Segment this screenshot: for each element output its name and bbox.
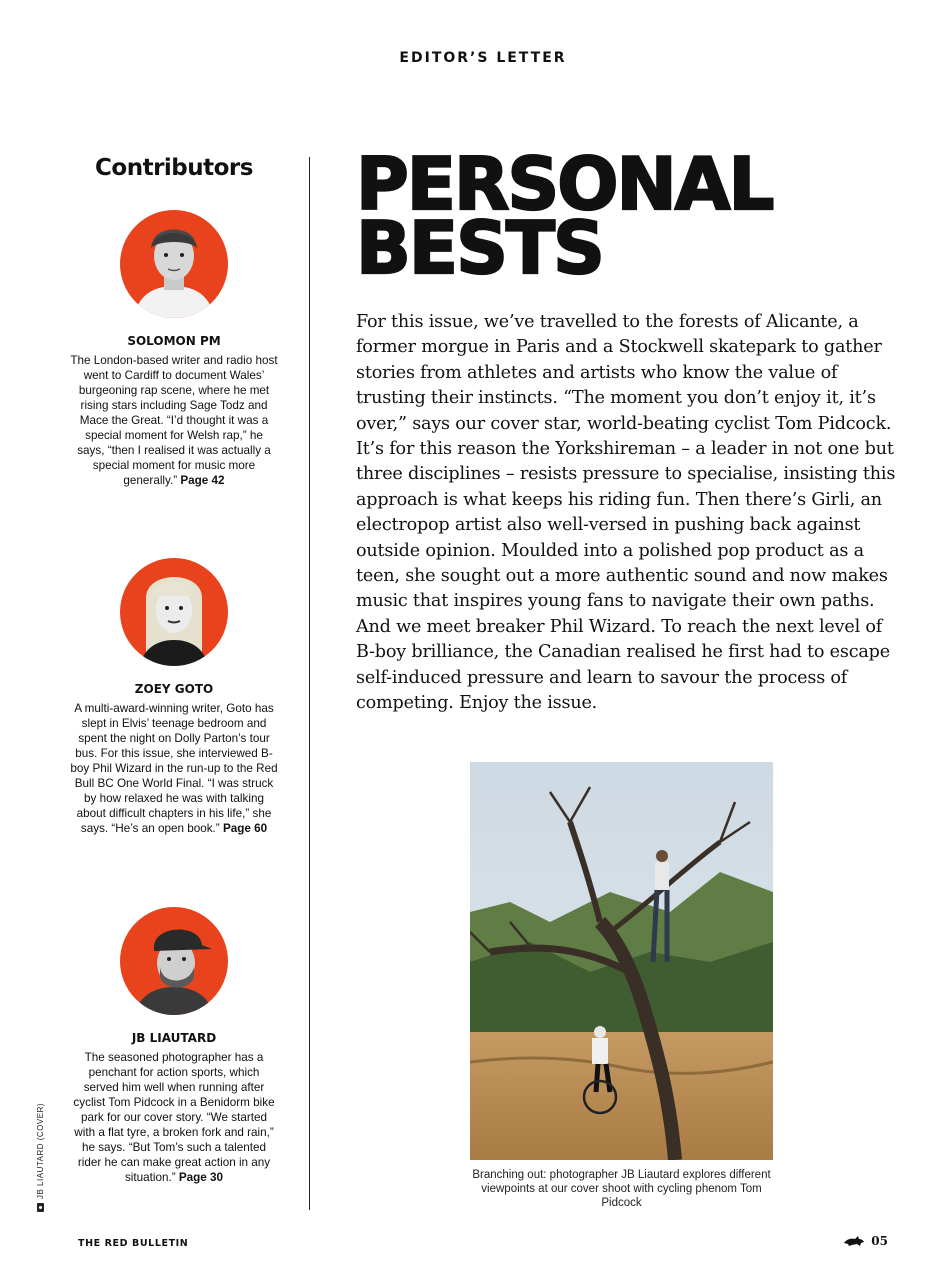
contributor-jb xyxy=(70,907,278,1185)
avatar xyxy=(120,907,228,1015)
article-body: For this issue, we’ve travelled to the forests of Alicante, a former morgue in Paris and a Stockwell skatepark to gather stories from athletes and artists who know the value of trusting their instincts. “The moment you don’t enjoy it, it’s over,” says our cover star, world-beating cyclist Tom Pidcock. It’s for this reason the Yorkshireman – a leader in not one but three disciplines – resists pressure to specialise, insisting this approach is what keeps his riding fun. Then there’s Girli, an electropop artist also well-versed in pushing back against outside opinion. Moulded into a polished pop product as a teen, she sought out a more authentic sound and now makes music that inspires young fans to navigate their own paths. And we meet breaker Phil Wizard. To reach the next level of B-boy brilliance, the Canadian realised he first had to escape self-induced pressure and learn to savour the process of competing. Enjoy the issue. xyxy=(356,312,896,714)
contributor-bio xyxy=(70,1050,278,1185)
portrait-icon xyxy=(120,558,228,666)
avatar xyxy=(120,558,228,666)
contributor-zoey xyxy=(70,558,278,836)
article-headline xyxy=(356,142,916,290)
contributor-page-ref: Page 30 xyxy=(178,1171,224,1184)
portrait-icon xyxy=(120,210,228,318)
contributor-bio-text: The seasoned photographer has a penchant for action sports, which served him well when running after cyclist Tom Pidcock in a Benidorm bike park for our cover story. “We started with a flat tyre, a broken fork and rain,” he says. “But Tom’s such a talented rider he can make great action in any situation.” xyxy=(73,1051,275,1184)
page-number: 05 xyxy=(871,1234,888,1248)
contributor-bio-text: A multi-award-winning writer, Goto has slept in Elvis’ teenage bedroom and spent the night on Dolly Parton’s tour bus. For this issue, she interviewed B-boy Phil Wizard in the run-up to the Red Bull BC One World Final. “I was struck by how relaxed he was with talking about difficult chapters in his life,” she says. “He’s an open book.” xyxy=(70,702,278,835)
portrait-icon xyxy=(120,907,228,1015)
contributor-page-ref: Page 60 xyxy=(222,822,268,835)
bull-icon xyxy=(843,1235,865,1247)
contributors-heading: Contributors xyxy=(95,155,253,181)
contributor-solomon xyxy=(70,210,278,488)
cover-shoot-photo xyxy=(470,762,773,1160)
headline-line-1: PERSONAL xyxy=(356,142,773,226)
headline-line-2: BESTS xyxy=(356,206,603,290)
footer-brand: THE RED BULLETIN xyxy=(78,1238,189,1249)
contributor-bio xyxy=(70,353,278,488)
photo-credit xyxy=(36,1103,45,1212)
contributor-page-ref: Page 42 xyxy=(180,474,225,487)
contributor-name: ZOEY GOTO xyxy=(134,682,214,696)
photo-caption: Branching out: photographer JB Liautard explores different viewpoints at our cover shoot with cycling phenom Tom Pidcock xyxy=(472,1169,771,1209)
contributor-name: JB LIAUTARD xyxy=(131,1031,217,1045)
contributor-bio-text: The London-based writer and radio host went to Cardiff to document Wales’ burgeoning rap scene, where he met rising stars including Sage Todz and Mace the Great. “I’d thought it was a special moment for Welsh rap,” he says, “then I realised it was actually a special moment for music more generally.” xyxy=(70,354,278,487)
contributor-bio xyxy=(70,701,278,836)
tree-photo-illustration xyxy=(470,762,773,1160)
avatar xyxy=(120,210,228,318)
footer-page xyxy=(843,1234,888,1248)
contributors-column xyxy=(70,155,278,1184)
photo-credit-text: JB LIAUTARD (COVER) xyxy=(36,1102,45,1199)
column-divider xyxy=(309,157,310,1210)
camera-icon xyxy=(37,1203,44,1212)
contributor-name: SOLOMON PM xyxy=(127,334,221,348)
section-label: EDITOR’S LETTER xyxy=(399,50,567,66)
